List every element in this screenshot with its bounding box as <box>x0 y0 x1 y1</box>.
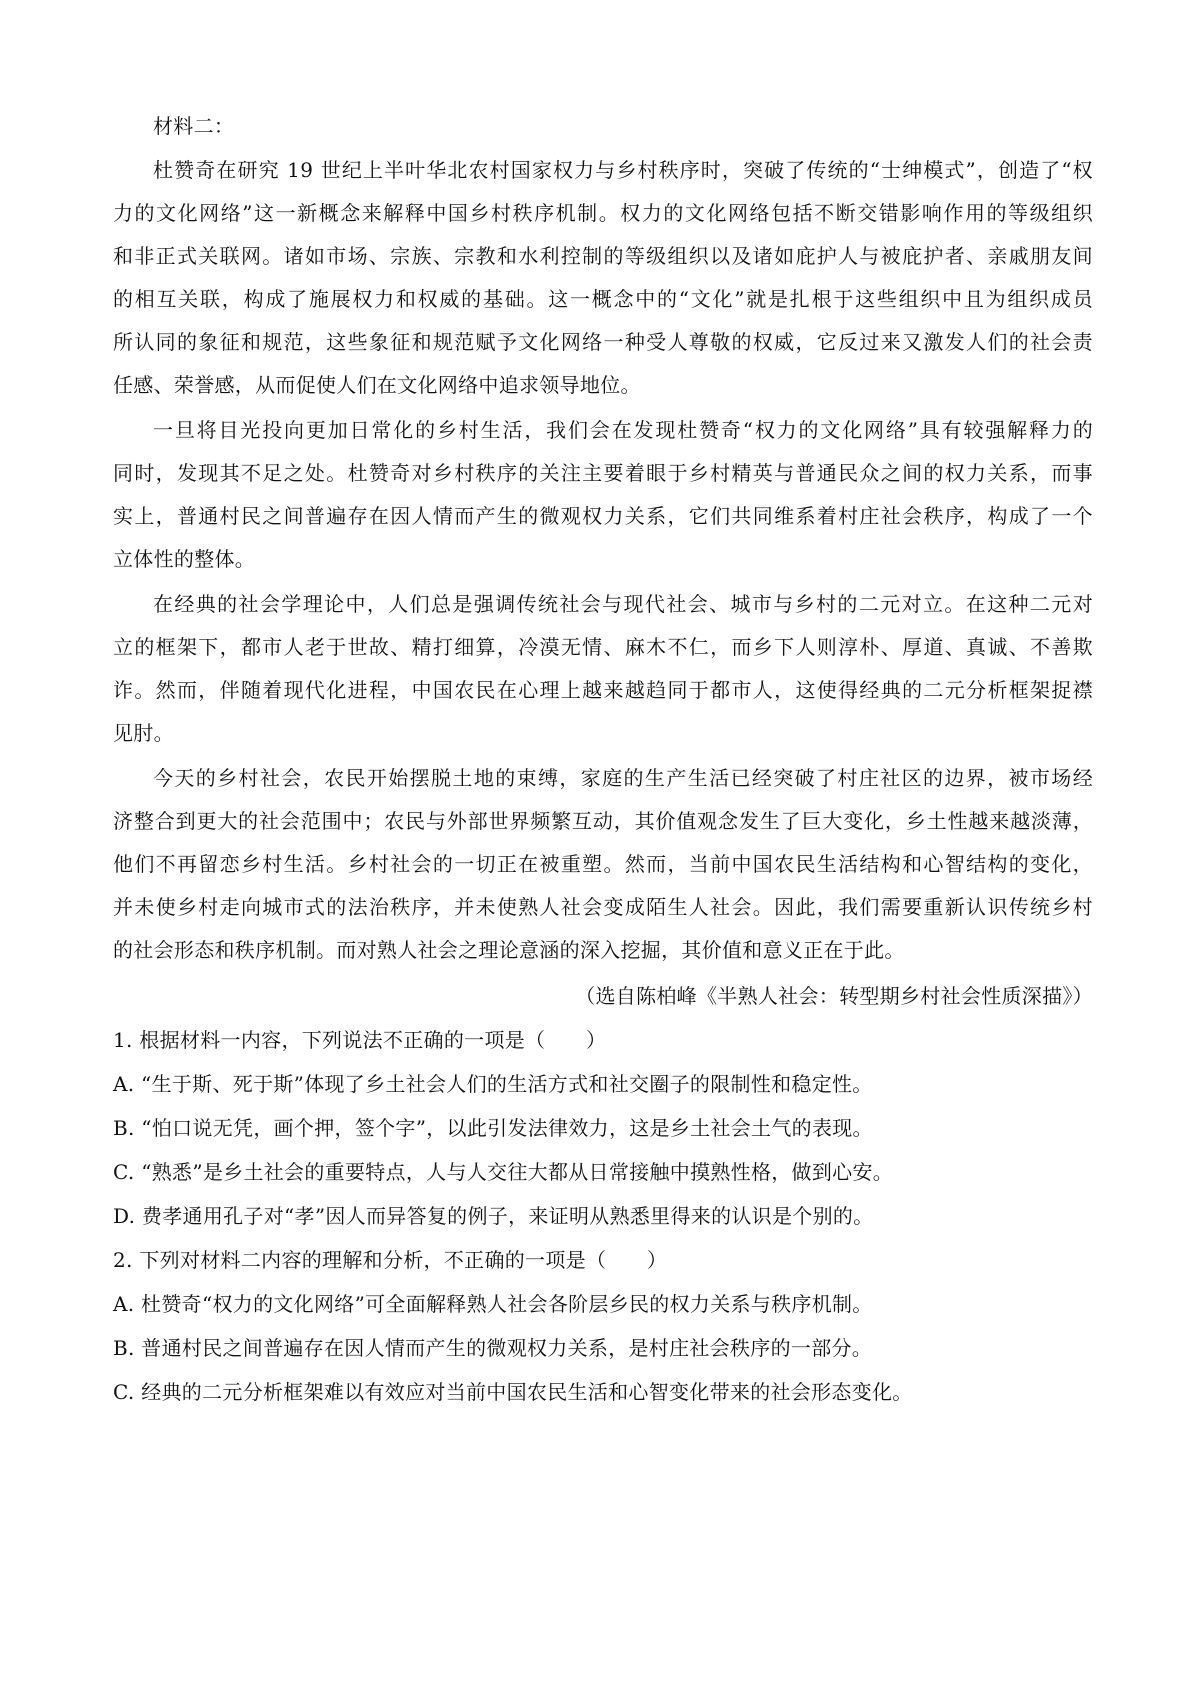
paragraph-1-line: 任感、荣誉感，从而促使人们在文化网络中追求领导地位。 <box>113 373 641 397</box>
question-1-option-b: B. “怕口说无凭，画个押，签个字”，以此引发法律效力，这是乡土社会土气的表现。 <box>113 1116 873 1140</box>
question-2-option-c: C. 经典的二元分析框架难以有效应对当前中国农民生活和心智变化带来的社会形态变化。 <box>113 1380 913 1404</box>
paragraph-1-line: 的相互关联，构成了施展权力和权威的基础。这一概念中的“文化”就是扎根于这些组织中且为组织成员 <box>113 287 1093 311</box>
paragraph-1-line: 和非正式关联网。诸如市场、宗族、宗教和水利控制的等级组织以及诸如庇护人与被庇护者、亲戚朋友间 <box>113 244 1093 268</box>
paragraph-3-line: 见肘。 <box>113 721 174 745</box>
paragraph-1-line: 力的文化网络”这一新概念来解释中国乡村秩序机制。权力的文化网络包括不断交错影响作用的等级组织 <box>113 201 1093 225</box>
paragraph-2-line: 实上，普通村民之间普遍存在因人情而产生的微观权力关系，它们共同维系着村庄社会秩序，构成了一个 <box>113 504 1093 528</box>
source-citation: （选自陈柏峰《半熟人社会：转型期乡村社会性质深描》） <box>575 984 1093 1008</box>
question-1-option-d: D. 费孝通用孔子对“孝”因人而异答复的例子，来证明从熟悉里得来的认识是个别的。 <box>113 1204 874 1228</box>
paragraph-4-line: 的社会形态和秩序机制。而对熟人社会之理论意涵的深入挖掘，其价值和意义正在于此。 <box>113 938 905 962</box>
paragraph-4-line: 他们不再留恋乡村生活。乡村社会的一切正在被重塑。然而，当前中国农民生活结构和心智结构的变化， <box>113 852 1093 876</box>
material-heading: 材料二： <box>153 114 235 138</box>
paragraph-2-line: 一旦将目光投向更加日常化的乡村生活，我们会在发现杜赞奇“权力的文化网络”具有较强解释力的 <box>153 418 1093 442</box>
paragraph-1-line: 杜赞奇在研究 19 世纪上半叶华北农村国家权力与乡村秩序时，突破了传统的“士绅模式”，创造了“权 <box>153 158 1093 182</box>
paragraph-3-line: 在经典的社会学理论中，人们总是强调传统社会与现代社会、城市与乡村的二元对立。在这种二元对 <box>153 592 1093 616</box>
paragraph-2-line: 同时，发现其不足之处。杜赞奇对乡村秩序的关注主要着眼于乡村精英与普通民众之间的权力关系，而事 <box>113 461 1093 485</box>
paragraph-3-line: 立的框架下，都市人老于世故、精打细算，冷漠无情、麻木不仁，而乡下人则淳朴、厚道、真诚、不善欺 <box>113 635 1093 659</box>
paragraph-3-line: 诈。然而，伴随着现代化进程，中国农民在心理上越来越趋同于都市人，这使得经典的二元分析框架捉襟 <box>113 678 1093 702</box>
paragraph-4-line: 并未使乡村走向城市式的法治秩序，并未使熟人社会变成陌生人社会。因此，我们需要重新认识传统乡村 <box>113 895 1093 919</box>
question-2-option-a: A. 杜赞奇“权力的文化网络”可全面解释熟人社会各阶层乡民的权力关系与秩序机制。 <box>113 1292 873 1316</box>
question-2-stem: 2. 下列对材料二内容的理解和分析，不正确的一项是（ ） <box>113 1248 668 1272</box>
question-1-stem: 1. 根据材料一内容，下列说法不正确的一项是（ ） <box>113 1028 607 1052</box>
question-1-option-c: C. “熟悉”是乡土社会的重要特点，人与人交往大都从日常接触中摸熟性格，做到心安。 <box>113 1160 894 1184</box>
paragraph-2-line: 立体性的整体。 <box>113 547 256 571</box>
paragraph-4-line: 今天的乡村社会，农民开始摆脱土地的束缚，家庭的生产生活已经突破了村庄社区的边界，被市场经 <box>153 766 1093 790</box>
paragraph-1-line: 所认同的象征和规范，这些象征和规范赋予文化网络一种受人尊敬的权威，它反过来又激发人们的社会责 <box>113 330 1093 354</box>
question-1-option-a: A. “生于斯、死于斯”体现了乡土社会人们的生活方式和社交圈子的限制性和稳定性。 <box>113 1072 873 1096</box>
paragraph-4-line: 济整合到更大的社会范围中；农民与外部世界频繁互动，其价值观念发生了巨大变化，乡土性越来越淡薄， <box>113 809 1093 833</box>
question-2-option-b: B. 普通村民之间普遍存在因人情而产生的微观权力关系，是村庄社会秩序的一部分。 <box>113 1336 873 1360</box>
